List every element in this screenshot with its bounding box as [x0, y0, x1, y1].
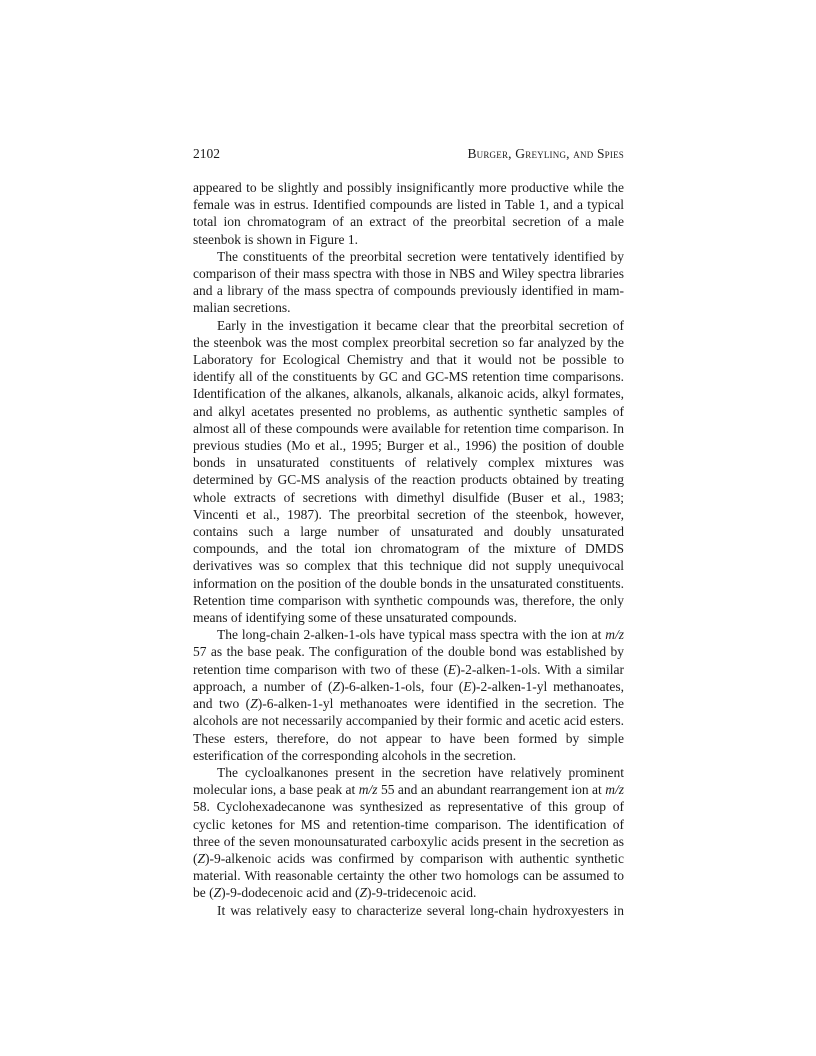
italic-term: Z: [332, 678, 341, 694]
paragraph: [193, 248, 624, 317]
paragraph: [193, 317, 624, 627]
text-run: appeared to be slightly and possibly insignificantly more productive while the female was in estrus. Identified compounds are listed in Table 1, and a typical total ion chromatogram of an extract of the preorbital secretion of a male steenbok is shown in Figure 1.: [193, 180, 624, 247]
italic-term: E: [447, 661, 457, 677]
italic-term: Z: [213, 885, 222, 901]
running-head: [193, 145, 624, 163]
italic-term: Z: [250, 696, 258, 712]
text-run: )-2-alken-1-ols. With a similar approach, a number of (: [193, 661, 624, 694]
italic-term: Z: [197, 850, 206, 866]
text-run: 55 and an abundant rearrangement ion at: [377, 782, 606, 798]
italic-term: m/z: [605, 782, 624, 798]
text-run: The cycloalkanones present in the secretion have relatively prominent molecular ions, a base peak at: [193, 764, 624, 798]
running-head-authors: Burger, Greyling, and Spies: [467, 146, 624, 161]
paragraph: [193, 902, 624, 919]
text-run: )-9-alkenoic acids was confirmed by comparison with authentic synthetic material. With reasonable certainty the other two homologs can be assumed to be (: [193, 850, 624, 901]
body-text: [193, 179, 624, 919]
text-run: 58. Cyclohexadecanone was synthesized as representative of this group of cyclic ketones for MS and retention-time comparison. The identification of three of the seven monounsaturated carboxylic acids present in the secretion as (: [193, 799, 624, 866]
text-run: The constituents of the preorbital secretion were tentatively identified by comparison of their mass spectra with those in NBS and Wiley spectra libraries and a library of the mass spectra of compounds previously identified in mammalian secretions.: [193, 248, 624, 316]
page-number: 2102: [193, 146, 220, 161]
text-run: )-9-tridecenoic acid.: [366, 885, 477, 901]
text-run: It was relatively easy to characterize several long-chain hydroxyesters in: [217, 902, 624, 918]
text-run: )-9-dodecenoic acid and (: [221, 885, 360, 901]
text-run: )-2-alken-1-yl methanoates, and two (: [193, 678, 624, 712]
italic-term: Z: [359, 885, 367, 901]
text-run: The long-chain 2-alken-1-ols have typical mass spectra with the ion at: [217, 627, 606, 643]
text-run: )-6-alken-1-ols, four (: [340, 678, 464, 694]
text-run: )-6-alken-1-yl methanoates were identified in the secretion. The alcohols are not necessarily accompanied by their formic and acetic acid esters. These esters, therefore, do not appear to have been formed by simple esterification of the corresponding alcohols in the secretion.: [193, 696, 624, 763]
text-run: Early in the investigation it became clear that the preorbital secretion of the steenbok was the most complex preorbital secretion so far analyzed by the Laboratory for Ecological Chemistry and that it would not be possible to identify all of the constituents by GC and GC-MS retention time comparisons. Identification of the alkanes, alkanols, alkanals, alkanoic acids, alkyl formates, and alkyl acetates presented no problems, as authentic synthetic samples of almost all of these compounds were available for retention time comparison. In previous studies (Mo et al., 1995; Burger et al., 1996) the position of double bonds in unsaturated constituents of relatively complex mixtures was determined by GC-MS analysis of the reaction products obtained by treating whole extracts of secretions with dimethyl disulfide (Buser et al., 1983; Vincenti et al., 1987). The preorbital secretion of the steenbok, however, contains such a large number of unsaturated and doubly unsaturated compounds, and the total ion chromatogram of the mixture of DMDS derivatives was so complex that this technique did not supply unequivocal information on the position of the double bonds in the unsaturated constituents. Retention time comparison with synthetic compounds was, therefore, the only means of identifying some of these unsaturated compounds.: [193, 317, 624, 626]
italic-term: m/z: [605, 627, 624, 643]
italic-term: E: [463, 678, 472, 694]
paragraph: [193, 626, 624, 764]
paragraph: [193, 764, 624, 902]
italic-term: m/z: [358, 782, 378, 798]
paragraph: [193, 179, 624, 248]
text-run: 57 as the base peak. The configuration of the double bond was established by retention time comparison with two of these (: [193, 644, 624, 677]
